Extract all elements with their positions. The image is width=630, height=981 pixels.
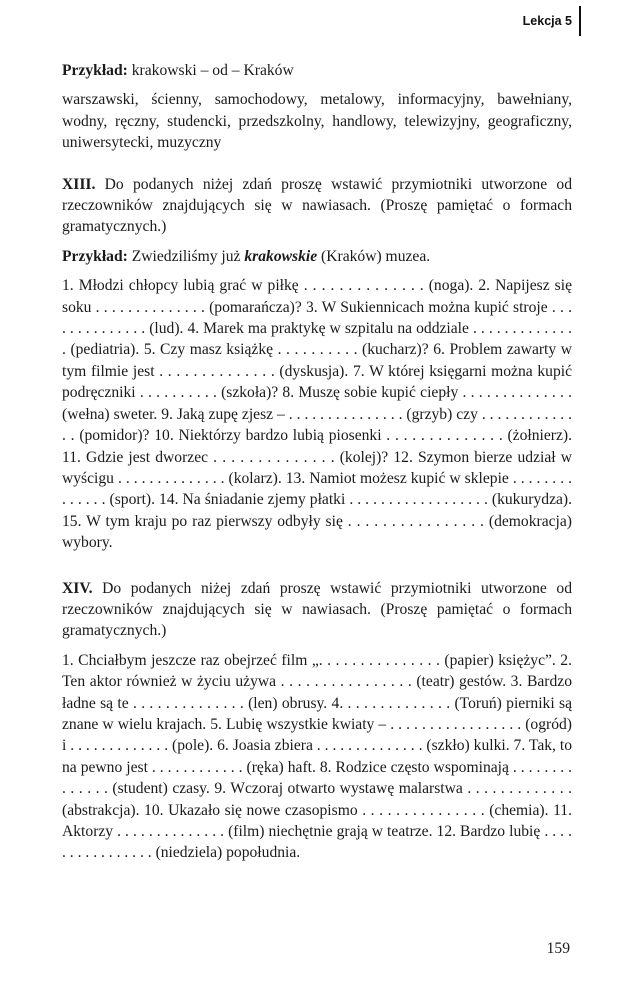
page-content xyxy=(62,60,572,864)
example-label: Przykład: xyxy=(62,62,128,79)
exercise-13-example-word: krakowskie xyxy=(244,247,318,265)
exercise-13-example xyxy=(62,246,572,267)
word-list: warszawski, ścienny, samochodowy, metalowy, informacyjny, bawełniany, wodny, ręczny, studencki, przedszkolny, handlowy, telewizyjny, geograficzny, uniwersytecki, muzyczny xyxy=(62,91,572,152)
page-number: 159 xyxy=(546,940,570,957)
exercise-13-example-after: (Kraków) muzea. xyxy=(321,247,431,265)
exercise-13-example-before: Zwiedziliśmy już xyxy=(131,247,241,265)
exercise-14-body: 1. Chciałbym jeszcze raz obejrzeć film „. . . . . . . . . . . . . . . (papier) księżyc”. 2. Ten aktor również w życiu używa . . . . . . . . . . . . . . . . (teatr) gestów. 3. Bardzo ładne są te . . . . . . . . . . . . . . (len) obrusy. 4. . . . . . . . . . . . . . (Toruń) pierniki są znane w wielu krajach. 5. Lubię wszystkie kwiaty – . . . . . . . . . . . . . . . . . (ogród) i . . . . . . . . . . . . . (pole). 6. Joasia zbiera . . . . . . . . . . . . . . (szkło) kulki. 7. Tak, to na pewno jest . . . . . . . . . . . . (ręka) haft. 8. Rodzice często wspominają . . . . . . . . . . . . . . (student) czasy. 9. Wczoraj otwarto wystawę malarstwa . . . . . . . . . . . . . (abstrakcja). 10. Ukazało się nowe czasopismo . . . . . . . . . . . . . . . (chemia). 11. Aktorzy . . . . . . . . . . . . . . (film) niechętnie grają w teatrze. 12. Bardzo lubię . . . . . . . . . . . . . . . . (niedziela) popołudnia. xyxy=(62,651,572,862)
exercise-14-instruction-text: Do podanych niżej zdań proszę wstawić przymiotniki utworzone od rzeczowników znajdujących się w nawiasach. (Proszę pamiętać o formach gramatycznych.) xyxy=(62,579,572,640)
exercise-13-example-label: Przykład: xyxy=(62,247,128,265)
exercise-13-instruction-text: Do podanych niżej zdań proszę wstawić przymiotniki utworzone od rzeczowników znajdujących się w nawiasach. (Proszę pamiętać o formach gramatycznych.) xyxy=(62,175,573,236)
exercise-13-instruction xyxy=(62,174,572,238)
exercise-14-number: XIV. xyxy=(62,579,93,597)
example-text: krakowski – od – Kraków xyxy=(131,62,294,79)
example-line xyxy=(62,60,572,81)
header-rule xyxy=(579,6,581,36)
exercise-14-instruction xyxy=(62,578,572,642)
exercise-13-body: 1. Młodzi chłopcy lubią grać w piłkę . . . . . . . . . . . . . . (noga). 2. Napijesz się soku . . . . . . . . . . . . . . (pomarańcza)? 3. W Sukiennicach można kupić stroje . . . . . . . . . . . . . . (lud). 4. Marek ma praktykę w szpitalu na oddziale . . . . . . . . . . . . . . (pediatria). 5. Czy masz książkę . . . . . . . . . . (kucharz)? 6. Problem zawarty w tym filmie jest . . . . . . . . . . . . . . (dyskusja). 7. W której księgarni można kupić podręczniki . . . . . . . . . . (szkoła)? 8. Muszę sobie kupić ciepły . . . . . . . . . . . . . . (wełna) sweter. 9. Jaką zupę zjesz – . . . . . . . . . . . . . . . (grzyb) czy . . . . . . . . . . . . . . (pomidor)? 10. Niektórzy bardzo lubią piosenki . . . . . . . . . . . . . . (żołnierz). 11. Gdzie jest dworzec . . . . . . . . . . . . . . (kolej)? 12. Szymon bierze udział w wyścigu . . . . . . . . . . . . . . (kolarz). 13. Namiot możesz kupić w sklepie . . . . . . . . . . . . . . (sport). 14. Na śniadanie zjemy płatki . . . . . . . . . . . . . . . . . . (kukurydza). 15. W tym kraju po raz pierwszy odbyły się . . . . . . . . . . . . . . . . (demokracja) wybory. xyxy=(62,277,572,552)
running-head: Lekcja 5 xyxy=(522,14,572,28)
exercise-13-number: XIII. xyxy=(62,175,96,193)
